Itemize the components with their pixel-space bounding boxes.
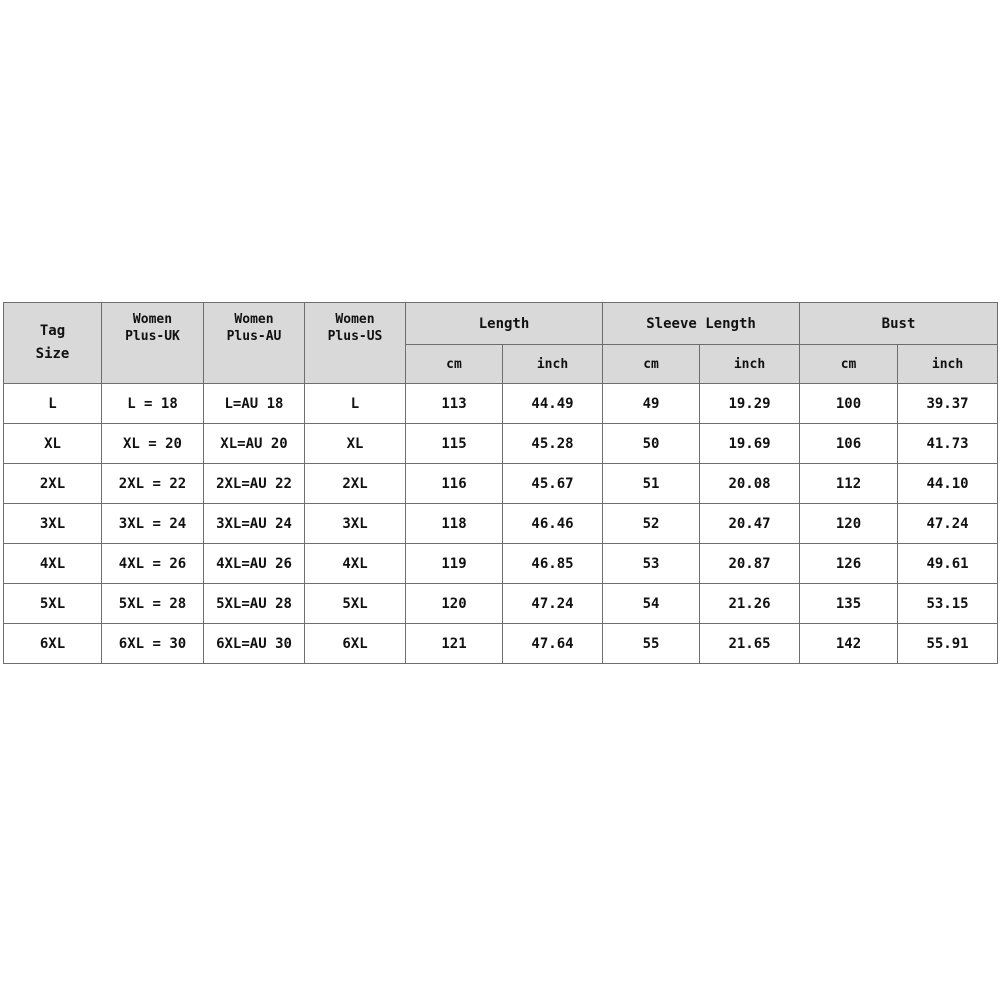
- cell-us-size: XL: [305, 424, 406, 464]
- cell-sleeve-inch: 19.29: [700, 384, 800, 424]
- cell-bust-cm: 126: [800, 544, 898, 584]
- cell-length-cm: 120: [406, 584, 503, 624]
- cell-us-size: 3XL: [305, 504, 406, 544]
- cell-length-inch: 47.24: [503, 584, 603, 624]
- header-us-line2: Plus-US: [327, 329, 383, 344]
- cell-bust-inch: 47.24: [898, 504, 998, 544]
- cell-sleeve-cm: 53: [603, 544, 700, 584]
- table-row: [4, 464, 998, 504]
- cell-length-inch: 44.49: [503, 384, 603, 424]
- header-uk-line1: Women: [132, 312, 173, 327]
- cell-bust-cm: 100: [800, 384, 898, 424]
- header-length-inch: inch: [503, 345, 603, 384]
- cell-uk-size: 4XL = 26: [102, 544, 204, 584]
- cell-sleeve-cm: 55: [603, 624, 700, 664]
- header-length-cm: cm: [406, 345, 503, 384]
- cell-uk-size: XL = 20: [102, 424, 204, 464]
- cell-au-size: XL=AU 20: [204, 424, 305, 464]
- cell-length-inch: 46.46: [503, 504, 603, 544]
- table-row: [4, 424, 998, 464]
- cell-bust-inch: 41.73: [898, 424, 998, 464]
- cell-length-cm: 119: [406, 544, 503, 584]
- cell-length-cm: 113: [406, 384, 503, 424]
- header-bust-cm: cm: [800, 345, 898, 384]
- table-row: [4, 544, 998, 584]
- cell-au-size: 2XL=AU 22: [204, 464, 305, 504]
- cell-uk-size: 6XL = 30: [102, 624, 204, 664]
- cell-tag-size: XL: [4, 424, 102, 464]
- cell-bust-cm: 142: [800, 624, 898, 664]
- size-chart-body: [4, 384, 998, 664]
- table-row: [4, 624, 998, 664]
- cell-bust-inch: 44.10: [898, 464, 998, 504]
- cell-length-inch: 45.67: [503, 464, 603, 504]
- header-sleeve-cm: cm: [603, 345, 700, 384]
- cell-sleeve-cm: 50: [603, 424, 700, 464]
- cell-sleeve-cm: 51: [603, 464, 700, 504]
- cell-bust-inch: 53.15: [898, 584, 998, 624]
- cell-us-size: 6XL: [305, 624, 406, 664]
- cell-sleeve-inch: 20.47: [700, 504, 800, 544]
- cell-sleeve-inch: 21.26: [700, 584, 800, 624]
- header-women-plus-au: [204, 303, 305, 384]
- cell-length-inch: 47.64: [503, 624, 603, 664]
- cell-uk-size: 3XL = 24: [102, 504, 204, 544]
- cell-us-size: 2XL: [305, 464, 406, 504]
- cell-au-size: 3XL=AU 24: [204, 504, 305, 544]
- cell-sleeve-inch: 21.65: [700, 624, 800, 664]
- cell-au-size: 4XL=AU 26: [204, 544, 305, 584]
- header-women-plus-us: [305, 303, 406, 384]
- cell-length-cm: 115: [406, 424, 503, 464]
- cell-sleeve-cm: 52: [603, 504, 700, 544]
- cell-tag-size: 2XL: [4, 464, 102, 504]
- size-chart-table: [3, 302, 998, 664]
- cell-sleeve-inch: 19.69: [700, 424, 800, 464]
- cell-tag-size: 4XL: [4, 544, 102, 584]
- cell-au-size: 6XL=AU 30: [204, 624, 305, 664]
- header-tag-size-line2: Size: [35, 346, 70, 362]
- header-sleeve-length: Sleeve Length: [603, 303, 800, 345]
- header-length: Length: [406, 303, 603, 345]
- cell-sleeve-inch: 20.08: [700, 464, 800, 504]
- cell-sleeve-inch: 20.87: [700, 544, 800, 584]
- cell-bust-inch: 55.91: [898, 624, 998, 664]
- cell-au-size: 5XL=AU 28: [204, 584, 305, 624]
- cell-length-cm: 118: [406, 504, 503, 544]
- cell-bust-cm: 120: [800, 504, 898, 544]
- header-bust-inch: inch: [898, 345, 998, 384]
- cell-tag-size: 5XL: [4, 584, 102, 624]
- cell-sleeve-cm: 54: [603, 584, 700, 624]
- cell-us-size: 5XL: [305, 584, 406, 624]
- header-sleeve-inch: inch: [700, 345, 800, 384]
- header-uk-line2: Plus-UK: [125, 329, 180, 344]
- cell-tag-size: 6XL: [4, 624, 102, 664]
- table-row: [4, 384, 998, 424]
- header-au-line2: Plus-AU: [226, 329, 282, 344]
- cell-bust-inch: 49.61: [898, 544, 998, 584]
- cell-uk-size: L = 18: [102, 384, 204, 424]
- cell-length-inch: 45.28: [503, 424, 603, 464]
- table-row: [4, 584, 998, 624]
- table-row: [4, 504, 998, 544]
- cell-bust-cm: 135: [800, 584, 898, 624]
- cell-bust-inch: 39.37: [898, 384, 998, 424]
- cell-us-size: L: [305, 384, 406, 424]
- header-tag-size: [4, 303, 102, 384]
- header-tag-size-line1: Tag: [39, 323, 66, 339]
- header-women-plus-uk: [102, 303, 204, 384]
- cell-tag-size: 3XL: [4, 504, 102, 544]
- cell-uk-size: 2XL = 22: [102, 464, 204, 504]
- cell-sleeve-cm: 49: [603, 384, 700, 424]
- header-au-line1: Women: [234, 312, 274, 327]
- header-bust: Bust: [800, 303, 998, 345]
- cell-tag-size: L: [4, 384, 102, 424]
- cell-bust-cm: 112: [800, 464, 898, 504]
- cell-length-inch: 46.85: [503, 544, 603, 584]
- cell-length-cm: 121: [406, 624, 503, 664]
- cell-bust-cm: 106: [800, 424, 898, 464]
- cell-uk-size: 5XL = 28: [102, 584, 204, 624]
- header-us-line1: Women: [335, 312, 375, 327]
- cell-us-size: 4XL: [305, 544, 406, 584]
- cell-au-size: L=AU 18: [204, 384, 305, 424]
- cell-length-cm: 116: [406, 464, 503, 504]
